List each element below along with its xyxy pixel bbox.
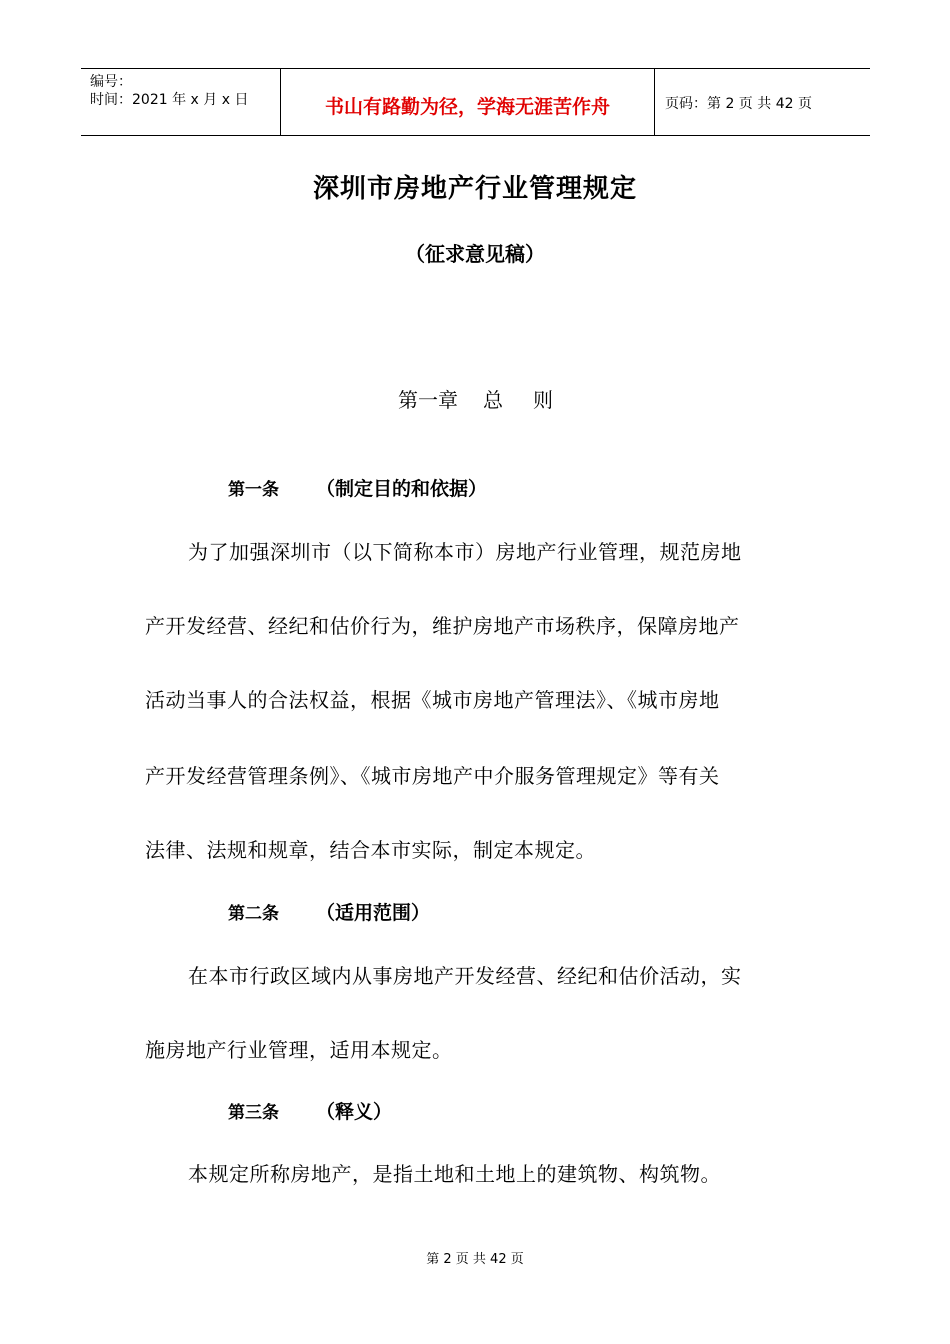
article-title: （释义） [316,1101,393,1123]
paragraph-line: 法律、法规和规章，结合本市实际，制定本规定。 [145,838,596,862]
document-title: 深圳市房地产行业管理规定 [312,174,637,204]
header-motto: 书山有路勤为径，学海无涯苦作舟 [324,96,610,118]
chapter-label: 第一章 [398,388,458,412]
article-number: 第二条 [228,904,279,924]
header-page-info: 页码：第 2 页 共 42 页 [665,96,812,112]
article-heading [228,898,430,925]
chapter-name-part-1: 总 [483,388,503,412]
chapter-name-part-2: 则 [533,388,553,412]
article-title: （适用范围） [316,902,431,924]
article-number: 第三条 [228,1103,279,1123]
header-meta-cell [81,69,281,135]
paragraph-line: 本规定所称房地产，是指土地和土地上的建筑物、构筑物。 [188,1162,721,1186]
paragraph-line: 施房地产行业管理，适用本规定。 [145,1038,453,1062]
paragraph-line: 为了加强深圳市（以下简称本市）房地产行业管理，规范房地 [188,540,742,564]
page-header [81,68,870,136]
paragraph-line: 产开发经营、经纪和估价行为，维护房地产市场秩序，保障房地产 [145,614,740,638]
article-title: （制定目的和依据） [316,478,488,500]
document-time-label: 时间：2021 年 x 月 x 日 [90,92,249,108]
paragraph-line: 在本市行政区域内从事房地产开发经营、经纪和估价活动，实 [188,964,742,988]
paragraph-line: 产开发经营管理条例》、《城市房地产中介服务管理规定》等有关 [145,764,720,788]
document-number-label: 编号： [90,74,132,90]
document-subtitle: （征求意见稿） [405,242,545,266]
article-heading [228,474,487,501]
chapter-heading [398,384,553,413]
article-heading [228,1097,392,1124]
header-page-cell [655,69,870,135]
paragraph-line: 活动当事人的合法权益，根据《城市房地产管理法》、《城市房地 [145,688,720,712]
page-footer: 第 2 页 共 42 页 [426,1252,524,1267]
article-number: 第一条 [228,480,279,500]
header-motto-cell [281,69,655,135]
